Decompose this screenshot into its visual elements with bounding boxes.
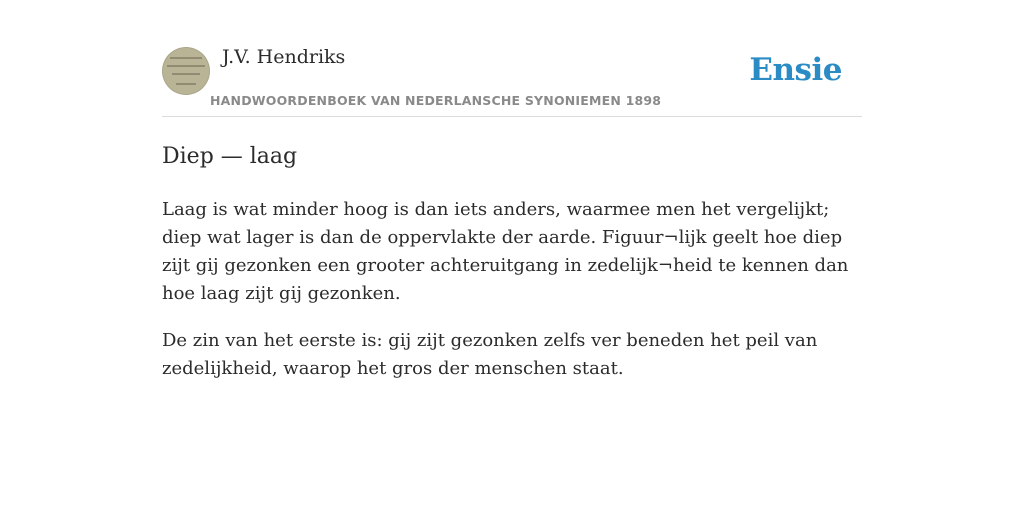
page-container (162, 0, 862, 383)
header (162, 0, 862, 117)
book-cover-avatar[interactable] (162, 47, 210, 95)
author-name[interactable]: J.V. Hendriks (222, 46, 346, 68)
entry-title: Diep — laag (162, 144, 298, 169)
entry-body (162, 196, 862, 383)
entry-paragraph: De zin van het eerste is: gij zijt gezonken zelfs ver beneden het peil van zedelijkheid, waarop het gros der menschen staat. (162, 330, 818, 379)
source-title[interactable]: HANDWOORDENBOEK VAN NEDERLANSCHE SYNONIEMEN 1898 (210, 93, 662, 108)
entry-paragraph: Laag is wat minder hoog is dan iets anders, waarmee men het vergelijkt; diep wat lager is dan de oppervlakte der aarde. Figuur¬lijk geelt hoe diep zijt gij gezonken een grooter achteruitgang in zedelijk¬heid te kennen dan hoe laag zijt gij gezonken. (162, 199, 849, 304)
ensie-logo[interactable]: Ensie (749, 52, 842, 88)
